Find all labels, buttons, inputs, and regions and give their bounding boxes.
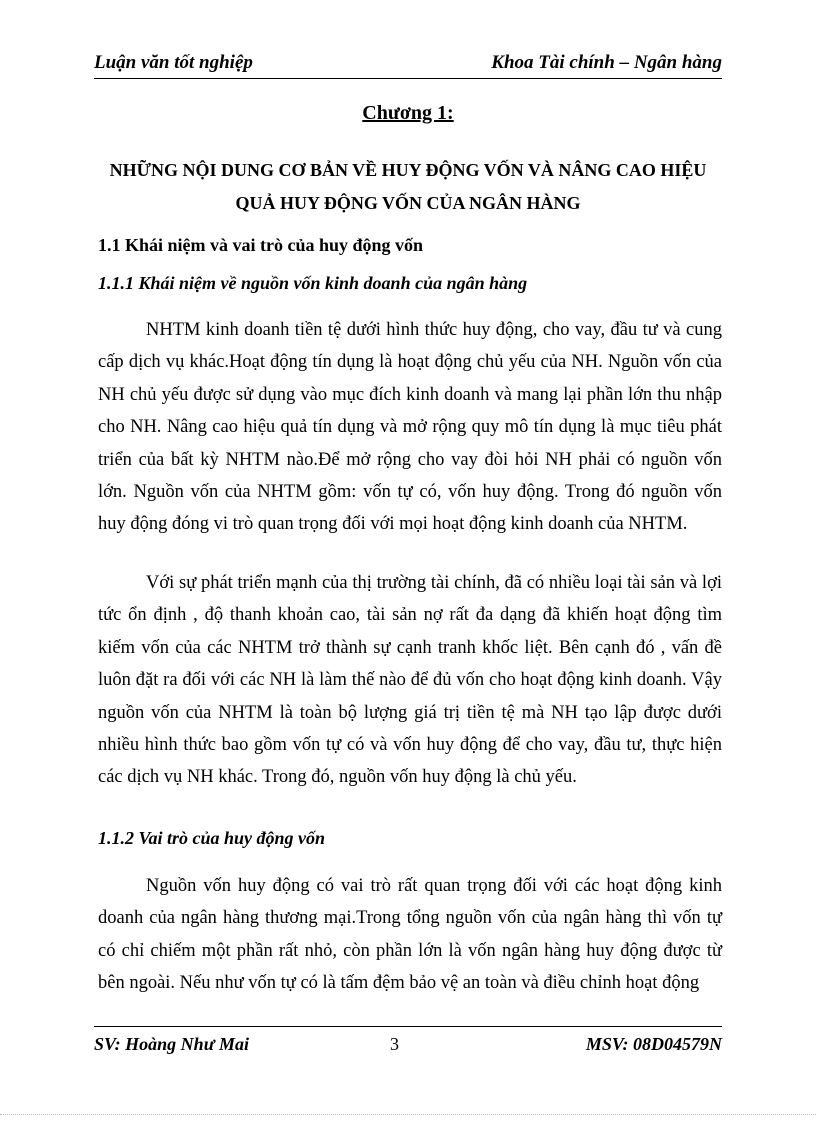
paragraph-3: Nguồn vốn huy động có vai trò rất quan trọng đối với các hoạt động kinh doanh của ngân hàng thương mại.Trong tổng nguồn vốn của ngân hàng thì vốn tự có chỉ chiếm một phần rất nhỏ, còn phần lớn là vốn ngân hàng huy động được từ bên ngoài. Nếu như vốn tự có là tấm đệm bảo vệ an toàn và điều chỉnh hoạt động	[98, 876, 722, 994]
paragraph-2: Với sự phát triển mạnh của thị trường tài chính, đã có nhiều loại tài sản và lợi tức ổn định , độ thanh khoản cao, tài sản nợ rất đa dạng đã khiến hoạt động tìm kiếm vốn của các NHTM trở thành sự cạnh tranh khốc liệt. Bên cạnh đó , vấn đề luôn đặt ra đối với các NH là làm thế nào để đủ vốn cho hoạt động kinh doanh. Vậy nguồn vốn của NHTM là toàn bộ lượng giá trị tiền tệ mà NH tạo lập được dưới nhiều hình thức bao gồm vốn tự có và vốn huy động để cho vay, đầu tư, thực hiện các dịch vụ NH khác. Trong đó, nguồn vốn huy động là chủ yếu.	[98, 573, 722, 788]
chapter-title: NHỮNG NỘI DUNG CƠ BẢN VỀ HUY ĐỘNG VỐN VÀ NÂNG CAO HIỆU QUẢ HUY ĐỘNG VỐN CỦA NGÂN HÀNG	[109, 160, 707, 213]
chapter-label: Chương 1:	[362, 102, 454, 124]
subsection-heading-1-1-1: 1.1.1 Khái niệm về nguồn vốn kinh doanh của ngân hàng	[98, 273, 528, 293]
header-right-text: Khoa Tài chính – Ngân hàng	[491, 52, 722, 73]
footer-page-number: 3	[390, 1034, 399, 1054]
page-bottom-edge	[0, 1114, 816, 1115]
footer-student-id: MSV: 08D04579N	[585, 1034, 722, 1054]
section-heading-1-1: 1.1 Khái niệm và vai trò của huy động vốn	[98, 235, 424, 255]
page-footer	[94, 1026, 722, 1059]
paragraph-1: NHTM kinh doanh tiền tệ dưới hình thức huy động, cho vay, đầu tư và cung cấp dịch vụ khác.Hoạt động tín dụng là hoạt động chủ yếu của NH. Nguồn vốn của NH chủ yếu được sử dụng vào mục đích kinh doanh và mang lại phần lớn thu nhập cho NH. Nâng cao hiệu quả tín dụng và mở rộng quy mô tín dụng là mục tiêu phát triển của bất kỳ NHTM nào.Để mở rộng cho vay đòi hỏi NH phải có nguồn vốn lớn. Nguồn vốn của NHTM gồm: vốn tự có, vốn huy động. Trong đó nguồn vốn huy động đóng vi trò quan trọng đối với mọi hoạt động kinh doanh của NHTM.	[98, 320, 722, 535]
subsection-heading-1-1-2: 1.1.2 Vai trò của huy động vốn	[98, 828, 326, 848]
header-left-text: Luận văn tốt nghiệp	[94, 52, 253, 73]
footer-student-name: SV: Hoàng Như Mai	[94, 1034, 249, 1054]
page-header	[94, 50, 722, 79]
